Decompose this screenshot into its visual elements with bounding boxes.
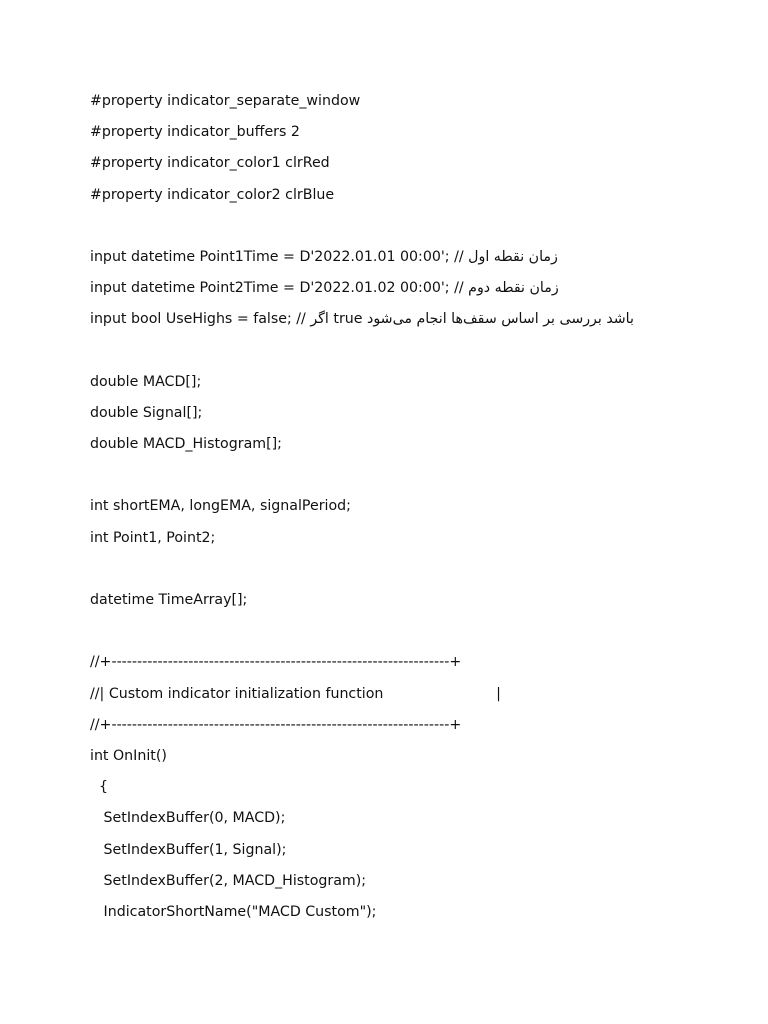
blank-line xyxy=(90,554,730,585)
code-line: #property indicator_buffers 2 xyxy=(90,124,300,141)
code-line: #property indicator_separate_window xyxy=(90,93,361,109)
code-line: input datetime Point1Time = D'2022.01.01 00:00'; // زمان نقطه اول xyxy=(90,248,558,265)
code-line: input bool UseHighs = false; // اگر true باشد بررسی بر اساس سقف‌ها انجام می‌شود xyxy=(90,311,634,328)
code-line: IndicatorShortName("MACD Custom"); xyxy=(90,903,377,920)
comment-separator: //+------------------------------------------------------------------+ xyxy=(90,716,462,733)
blank-line xyxy=(90,460,730,491)
code-line: SetIndexBuffer(0, MACD); xyxy=(90,810,286,827)
code-listing xyxy=(90,86,730,928)
code-line: SetIndexBuffer(2, MACD_Histogram); xyxy=(90,872,367,889)
code-line: input datetime Point2Time = D'2022.01.02 00:00'; // زمان نقطه دوم xyxy=(90,280,559,297)
code-line: SetIndexBuffer(1, Signal); xyxy=(90,841,287,858)
blank-line xyxy=(90,616,730,647)
code-line: double MACD_Histogram[]; xyxy=(90,436,282,453)
blank-line xyxy=(90,336,730,367)
comment-line: //| Custom indicator initialization function | xyxy=(90,685,501,702)
comment-separator: //+------------------------------------------------------------------+ xyxy=(90,654,462,671)
code-line: #property indicator_color1 clrRed xyxy=(90,155,330,172)
code-line: datetime TimeArray[]; xyxy=(90,592,248,608)
code-line: int shortEMA, longEMA, signalPeriod; xyxy=(90,498,351,515)
code-line: #property indicator_color2 clrBlue xyxy=(90,186,335,203)
code-line: int OnInit() xyxy=(90,747,167,764)
code-line: double MACD[]; xyxy=(90,373,202,390)
code-line: { xyxy=(90,779,109,796)
blank-line xyxy=(90,211,730,242)
code-line: int Point1, Point2; xyxy=(90,529,216,546)
code-line: double Signal[]; xyxy=(90,404,203,421)
